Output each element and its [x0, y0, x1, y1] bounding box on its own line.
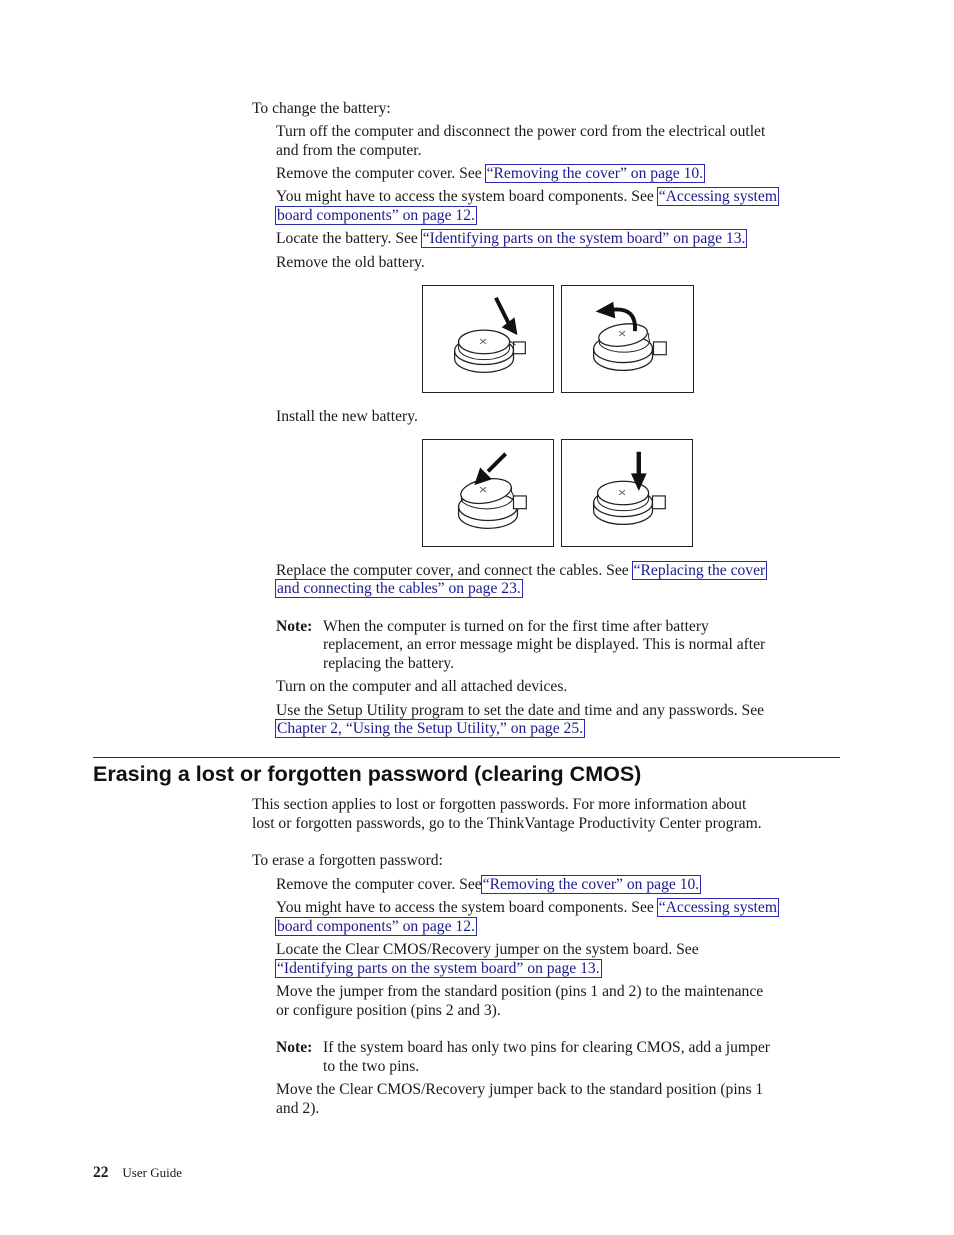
- link-identifying-parts-2[interactable]: “Identifying parts on the system board” on page 13.: [277, 960, 600, 977]
- step-turn-off-line2: and from the computer.: [276, 142, 422, 159]
- footer-guide-title: User Guide: [122, 1165, 182, 1180]
- link-accessing-board-part1[interactable]: “Accessing system: [658, 188, 777, 205]
- erase-step-move-back-line1: Move the Clear CMOS/Recovery jumper back to the standard position (pins 1: [276, 1081, 764, 1098]
- note-cmos-line1: If the system board has only two pins for clearing CMOS, add a jumper: [323, 1039, 770, 1056]
- step-access-board-cont: [276, 206, 476, 225]
- erase-step-move-jumper-line2: or configure position (pins 2 and 3).: [276, 1002, 501, 1019]
- battery-insert-angled-icon: [423, 440, 553, 546]
- link-accessing-board-2-part1[interactable]: “Accessing system: [658, 899, 777, 916]
- step-remove-cover: [276, 164, 704, 183]
- note-cmos: [276, 1038, 312, 1057]
- link-removing-cover-2[interactable]: “Removing the cover” on page 10.: [482, 876, 700, 893]
- step-setup-utility-cont: [276, 719, 584, 738]
- step-replace-cover-text: Replace the computer cover, and connect the cables. See: [276, 562, 629, 579]
- link-setup-utility-chapter[interactable]: Chapter 2, “Using the Setup Utility,” on page 25.: [277, 720, 584, 737]
- step-access-board: [276, 187, 778, 206]
- step-replace-cover: [276, 561, 766, 580]
- erase-step-access-board: [276, 898, 778, 917]
- link-accessing-board-2-part2[interactable]: board components” on page 12.: [277, 918, 475, 935]
- page-number: 22: [93, 1164, 109, 1181]
- page-footer: [93, 1163, 182, 1182]
- note-cmos-line2: to the two pins.: [323, 1058, 420, 1075]
- step-turn-on: Turn on the computer and all attached devices.: [276, 678, 568, 695]
- step-remove-cover-text: Remove the computer cover. See: [276, 165, 482, 182]
- battery-press-down-icon: [562, 440, 692, 546]
- figure-install-battery-2: [561, 439, 693, 547]
- note-label: Note:: [276, 618, 313, 635]
- link-replacing-cover-part2[interactable]: and connecting the cables” on page 23.: [277, 580, 521, 597]
- erase-step-move-jumper-line1: Move the jumper from the standard position (pins 1 and 2) to the maintenance: [276, 983, 764, 1000]
- step-locate-battery-text: Locate the battery. See: [276, 230, 418, 247]
- erase-step-locate-jumper-cont: [276, 959, 601, 978]
- erase-step-locate-jumper: Locate the Clear CMOS/Recovery jumper on the system board. See: [276, 941, 699, 958]
- battery-lift-out-icon: [562, 286, 693, 392]
- step-replace-cover-cont: [276, 579, 522, 598]
- step-access-board-text: You might have to access the system board components. See: [276, 188, 654, 205]
- section-divider: [93, 757, 840, 758]
- erase-step-access-board-cont: [276, 917, 476, 936]
- battery-press-tab-icon: [423, 286, 553, 392]
- note-battery-line2: replacement, an error message might be displayed. This is normal after: [323, 636, 766, 653]
- link-accessing-board-part2[interactable]: board components” on page 12.: [277, 207, 475, 224]
- link-removing-cover[interactable]: “Removing the cover” on page 10.: [486, 165, 704, 182]
- figure-remove-battery-1: [422, 285, 554, 393]
- erase-step-move-back-line2: and 2).: [276, 1100, 320, 1117]
- figure-remove-battery-2: [561, 285, 694, 393]
- link-replacing-cover-part1[interactable]: “Replacing the cover: [633, 562, 766, 579]
- section-para-line2: lost or forgotten passwords, go to the ThinkVantage Productivity Center program.: [252, 815, 762, 832]
- note-battery-line3: replacing the battery.: [323, 655, 455, 672]
- link-identifying-parts[interactable]: “Identifying parts on the system board” on page 13.: [422, 230, 746, 247]
- step-turn-off-line1: Turn off the computer and disconnect the power cord from the electrical outlet: [276, 123, 766, 140]
- erase-step-access-board-text: You might have to access the system board components. See: [276, 899, 654, 916]
- erase-step-remove-cover: [276, 875, 700, 894]
- step-remove-old-battery: Remove the old battery.: [276, 254, 425, 271]
- erase-step-remove-cover-text: Remove the computer cover. See: [276, 876, 482, 893]
- note-battery-line1: When the computer is turned on for the first time after battery: [323, 618, 709, 635]
- step-locate-battery: [276, 229, 746, 248]
- note-cmos-label: Note:: [276, 1039, 313, 1056]
- section-para-line1: This section applies to lost or forgotten passwords. For more information about: [252, 796, 747, 813]
- step-install-new-battery: Install the new battery.: [276, 408, 418, 425]
- battery-steps-lead: To change the battery:: [252, 100, 391, 117]
- step-setup-utility: Use the Setup Utility program to set the date and time and any passwords. See: [276, 702, 765, 719]
- figure-install-battery-1: [422, 439, 554, 547]
- note-battery: [276, 617, 312, 636]
- section-title: Erasing a lost or forgotten password (clearing CMOS): [93, 762, 642, 786]
- erase-steps-lead: To erase a forgotten password:: [252, 852, 443, 869]
